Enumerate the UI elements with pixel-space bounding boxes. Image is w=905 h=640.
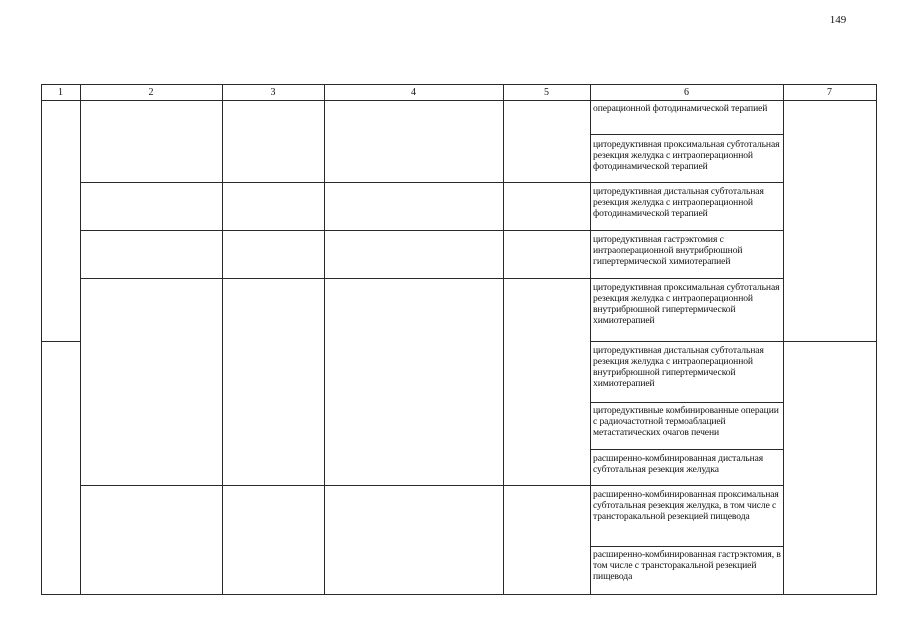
procedure-cell: циторедуктивная гастрэктомия с интраоперационной внутрибрюшной гипертермической химиотерапией <box>593 234 743 267</box>
row-border <box>590 485 784 486</box>
procedure-cell: расширенно-комбинированная гастрэктомия, в том числе с трансторакальной резекцией пищевода <box>593 549 781 582</box>
column-header-3: 3 <box>270 87 276 98</box>
row-border <box>590 402 784 403</box>
row-border <box>590 230 784 231</box>
column-border <box>876 84 877 595</box>
procedure-cell: расширенно-комбинированная дистальная субтотальная резекция желудка <box>593 453 764 475</box>
column-border <box>222 84 223 595</box>
group-border <box>80 182 590 183</box>
row-border <box>590 546 784 547</box>
row-border <box>590 182 784 183</box>
procedure-cell: циторедуктивные комбинированные операции с радиочастотной термоаблацией метастатических очагов печени <box>593 405 779 438</box>
column-border <box>503 84 504 595</box>
column-header-6: 6 <box>684 87 689 98</box>
column-header-4: 4 <box>411 87 416 98</box>
row-border <box>590 449 784 450</box>
column-header-2: 2 <box>148 87 154 98</box>
section-border <box>41 341 80 342</box>
column-border <box>783 84 784 595</box>
row-border <box>590 278 784 279</box>
row-border <box>590 341 784 342</box>
column-header-5: 5 <box>544 87 549 98</box>
procedure-cell: циторедуктивная дистальная субтотальная резекция желудка с интраоперационной внутрибрюшной гипертермической химиотерапией <box>593 345 764 389</box>
table-top-border <box>41 84 877 85</box>
group-border <box>80 230 590 231</box>
group-border <box>80 485 590 486</box>
procedure-cell: расширенно-комбинированная проксимальная субтотальная резекция желудка, в том числе с трансторакальной резекцией пищевода <box>593 489 779 522</box>
column-header-7: 7 <box>827 87 832 98</box>
column-border <box>590 84 591 595</box>
page-number: 149 <box>829 14 847 26</box>
procedure-cell: циторедуктивная дистальная субтотальная резекция желудка с интраоперационной фотодинамической терапией <box>593 186 764 219</box>
procedure-cell: циторедуктивная проксимальная субтотальная резекция желудка с интраоперационной фотодинамической терапией <box>593 139 780 172</box>
table-header-bottom-border <box>41 100 877 101</box>
procedure-cell: циторедуктивная проксимальная субтотальная резекция желудка с интраоперационной внутрибрюшной гипертермической химиотерапией <box>593 282 780 326</box>
row-border <box>590 134 784 135</box>
group-border <box>80 278 590 279</box>
column-border <box>324 84 325 595</box>
column-border <box>41 84 42 595</box>
column-header-1: 1 <box>58 87 63 98</box>
table-bottom-border <box>41 594 877 595</box>
procedure-cell: операционной фотодинамической терапией <box>593 103 768 114</box>
section-border <box>783 341 876 342</box>
column-border <box>80 84 81 595</box>
